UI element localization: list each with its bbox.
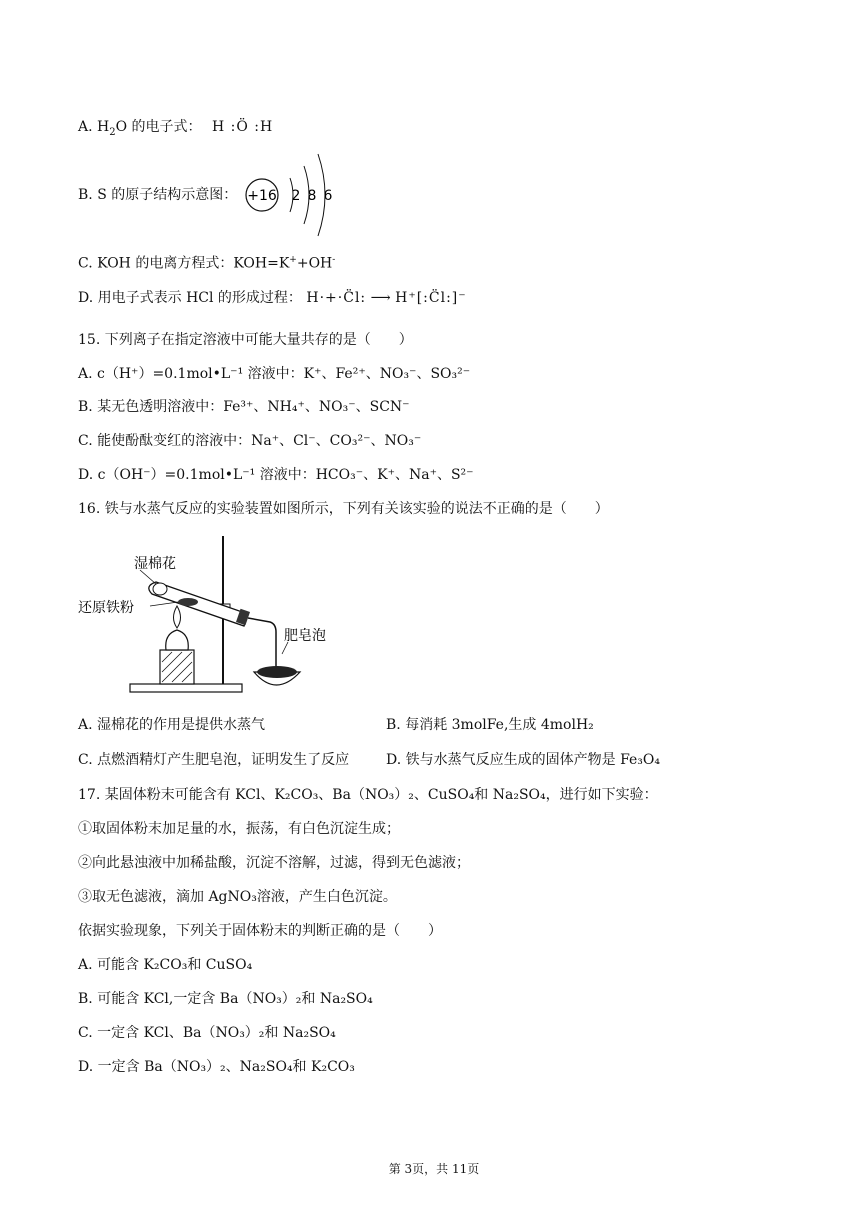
q17-option-c: C. 一定含 KCl、Ba（NO₃）₂和 Na₂SO₄	[78, 1025, 336, 1041]
q14-c-mid: +OH	[296, 255, 333, 272]
q15-option-c: C. 能使酚酞变红的溶液中：Na⁺、Cl⁻、CO₃²⁻、NO₃⁻	[78, 433, 422, 449]
label-wet-cotton: 湿棉花	[134, 556, 176, 572]
page-footer: 第 3页，共 11页	[388, 1162, 480, 1176]
sulfur-atomic-structure-diagram	[244, 150, 340, 240]
q17-step-2: ②向此悬浊液中加稀盐酸，沉淀不溶解，过滤，得到无色滤液；	[78, 855, 470, 871]
iron-steam-apparatus-diagram	[78, 530, 328, 702]
q14-option-c	[78, 251, 335, 273]
q15-stem: 15. 下列离子在指定溶液中可能大量共存的是（ ）	[78, 332, 413, 348]
q17-ask: 依据实验现象，下列关于固体粉末的判断正确的是（ ）	[78, 923, 442, 939]
iron-powder	[178, 598, 198, 606]
q14-a-prefix: A. H	[78, 119, 110, 135]
q17-option-b: B. 可能含 KCl,一定含 Ba（NO₃）₂和 Na₂SO₄	[78, 991, 373, 1007]
q14-c-sup2: -	[332, 255, 336, 265]
delivery-tube	[248, 618, 276, 672]
q15-option-a: A. c（H⁺）=0.1mol•L⁻¹ 溶液中：K⁺、Fe²⁺、NO₃⁻、SO₃²⁻	[78, 366, 471, 382]
nucleus-charge: +16	[247, 188, 277, 204]
stand-base	[130, 684, 242, 692]
q14-d-text: D. 用电子式表示 HCl 的形成过程：	[78, 290, 302, 306]
q14-a-sub: 2	[109, 126, 116, 138]
h2o-electron-formula: H :Ö :H	[212, 119, 274, 135]
q17-step-1: ①取固体粉末加足量的水，振荡，有白色沉淀生成；	[78, 821, 400, 837]
shell-electrons-1: 2	[291, 188, 301, 204]
alcohol-lamp	[166, 630, 189, 650]
q17-option-d: D. 一定含 Ba（NO₃）₂、Na₂SO₄和 K₂CO₃	[78, 1059, 355, 1075]
shell-electrons-2: 8	[307, 188, 317, 204]
q16-stem: 16. 铁与水蒸气反应的实验装置如图所示，下列有关该实验的说法不正确的是（ ）	[78, 501, 609, 517]
flame-icon	[174, 606, 181, 628]
label-iron-powder: 还原铁粉	[78, 600, 134, 616]
q14-option-a	[78, 118, 273, 142]
q17-option-a: A. 可能含 K₂CO₃和 CuSO₄	[78, 957, 253, 973]
q17-step-3: ③取无色滤液，滴加 AgNO₃溶液，产生白色沉淀。	[78, 889, 397, 905]
wet-cotton	[153, 583, 167, 595]
shell-electrons-3: 6	[323, 188, 333, 204]
q16-option-d: D. 铁与水蒸气反应生成的固体产物是 Fe₃O₄	[386, 752, 661, 768]
q14-a-rest: O 的电子式：	[115, 119, 202, 135]
q14-c-sup1: +	[289, 255, 297, 265]
reaction-arrow-icon: ⟶	[370, 290, 391, 306]
q15-option-b: B. 某无色透明溶液中：Fe³⁺、NH₄⁺、NO₃⁻、SCN⁻	[78, 399, 410, 415]
label-pointer-iron	[150, 602, 178, 606]
hcl-formation-right: H⁺[:C̈l:]⁻	[395, 290, 467, 306]
label-soap-bubble: 肥皂泡	[284, 628, 326, 644]
q16-option-b: B. 每消耗 3molFe,生成 4molH₂	[386, 717, 594, 733]
hcl-formation-left: H·+·C̈l:	[306, 290, 367, 306]
q17-stem: 17. 某固体粉末可能含有 KCl、K₂CO₃、Ba（NO₃）₂、CuSO₄和 Na₂SO₄，进行如下实验：	[78, 787, 658, 803]
q14-c-text: C. KOH 的电离方程式：KOH=K	[78, 255, 290, 272]
soap-bubbles	[257, 666, 297, 678]
q14-option-d	[78, 289, 467, 307]
q16-option-a: A. 湿棉花的作用是提供水蒸气	[78, 717, 266, 733]
q14-b-text: B. S 的原子结构示意图：	[78, 187, 238, 203]
q16-option-c: C. 点燃酒精灯产生肥皂泡，证明发生了反应	[78, 752, 350, 768]
q15-option-d: D. c（OH⁻）=0.1mol•L⁻¹ 溶液中：HCO₃⁻、K⁺、Na⁺、S²⁻	[78, 467, 474, 483]
label-pointer-cotton	[140, 570, 156, 584]
q14-option-b	[78, 186, 237, 204]
